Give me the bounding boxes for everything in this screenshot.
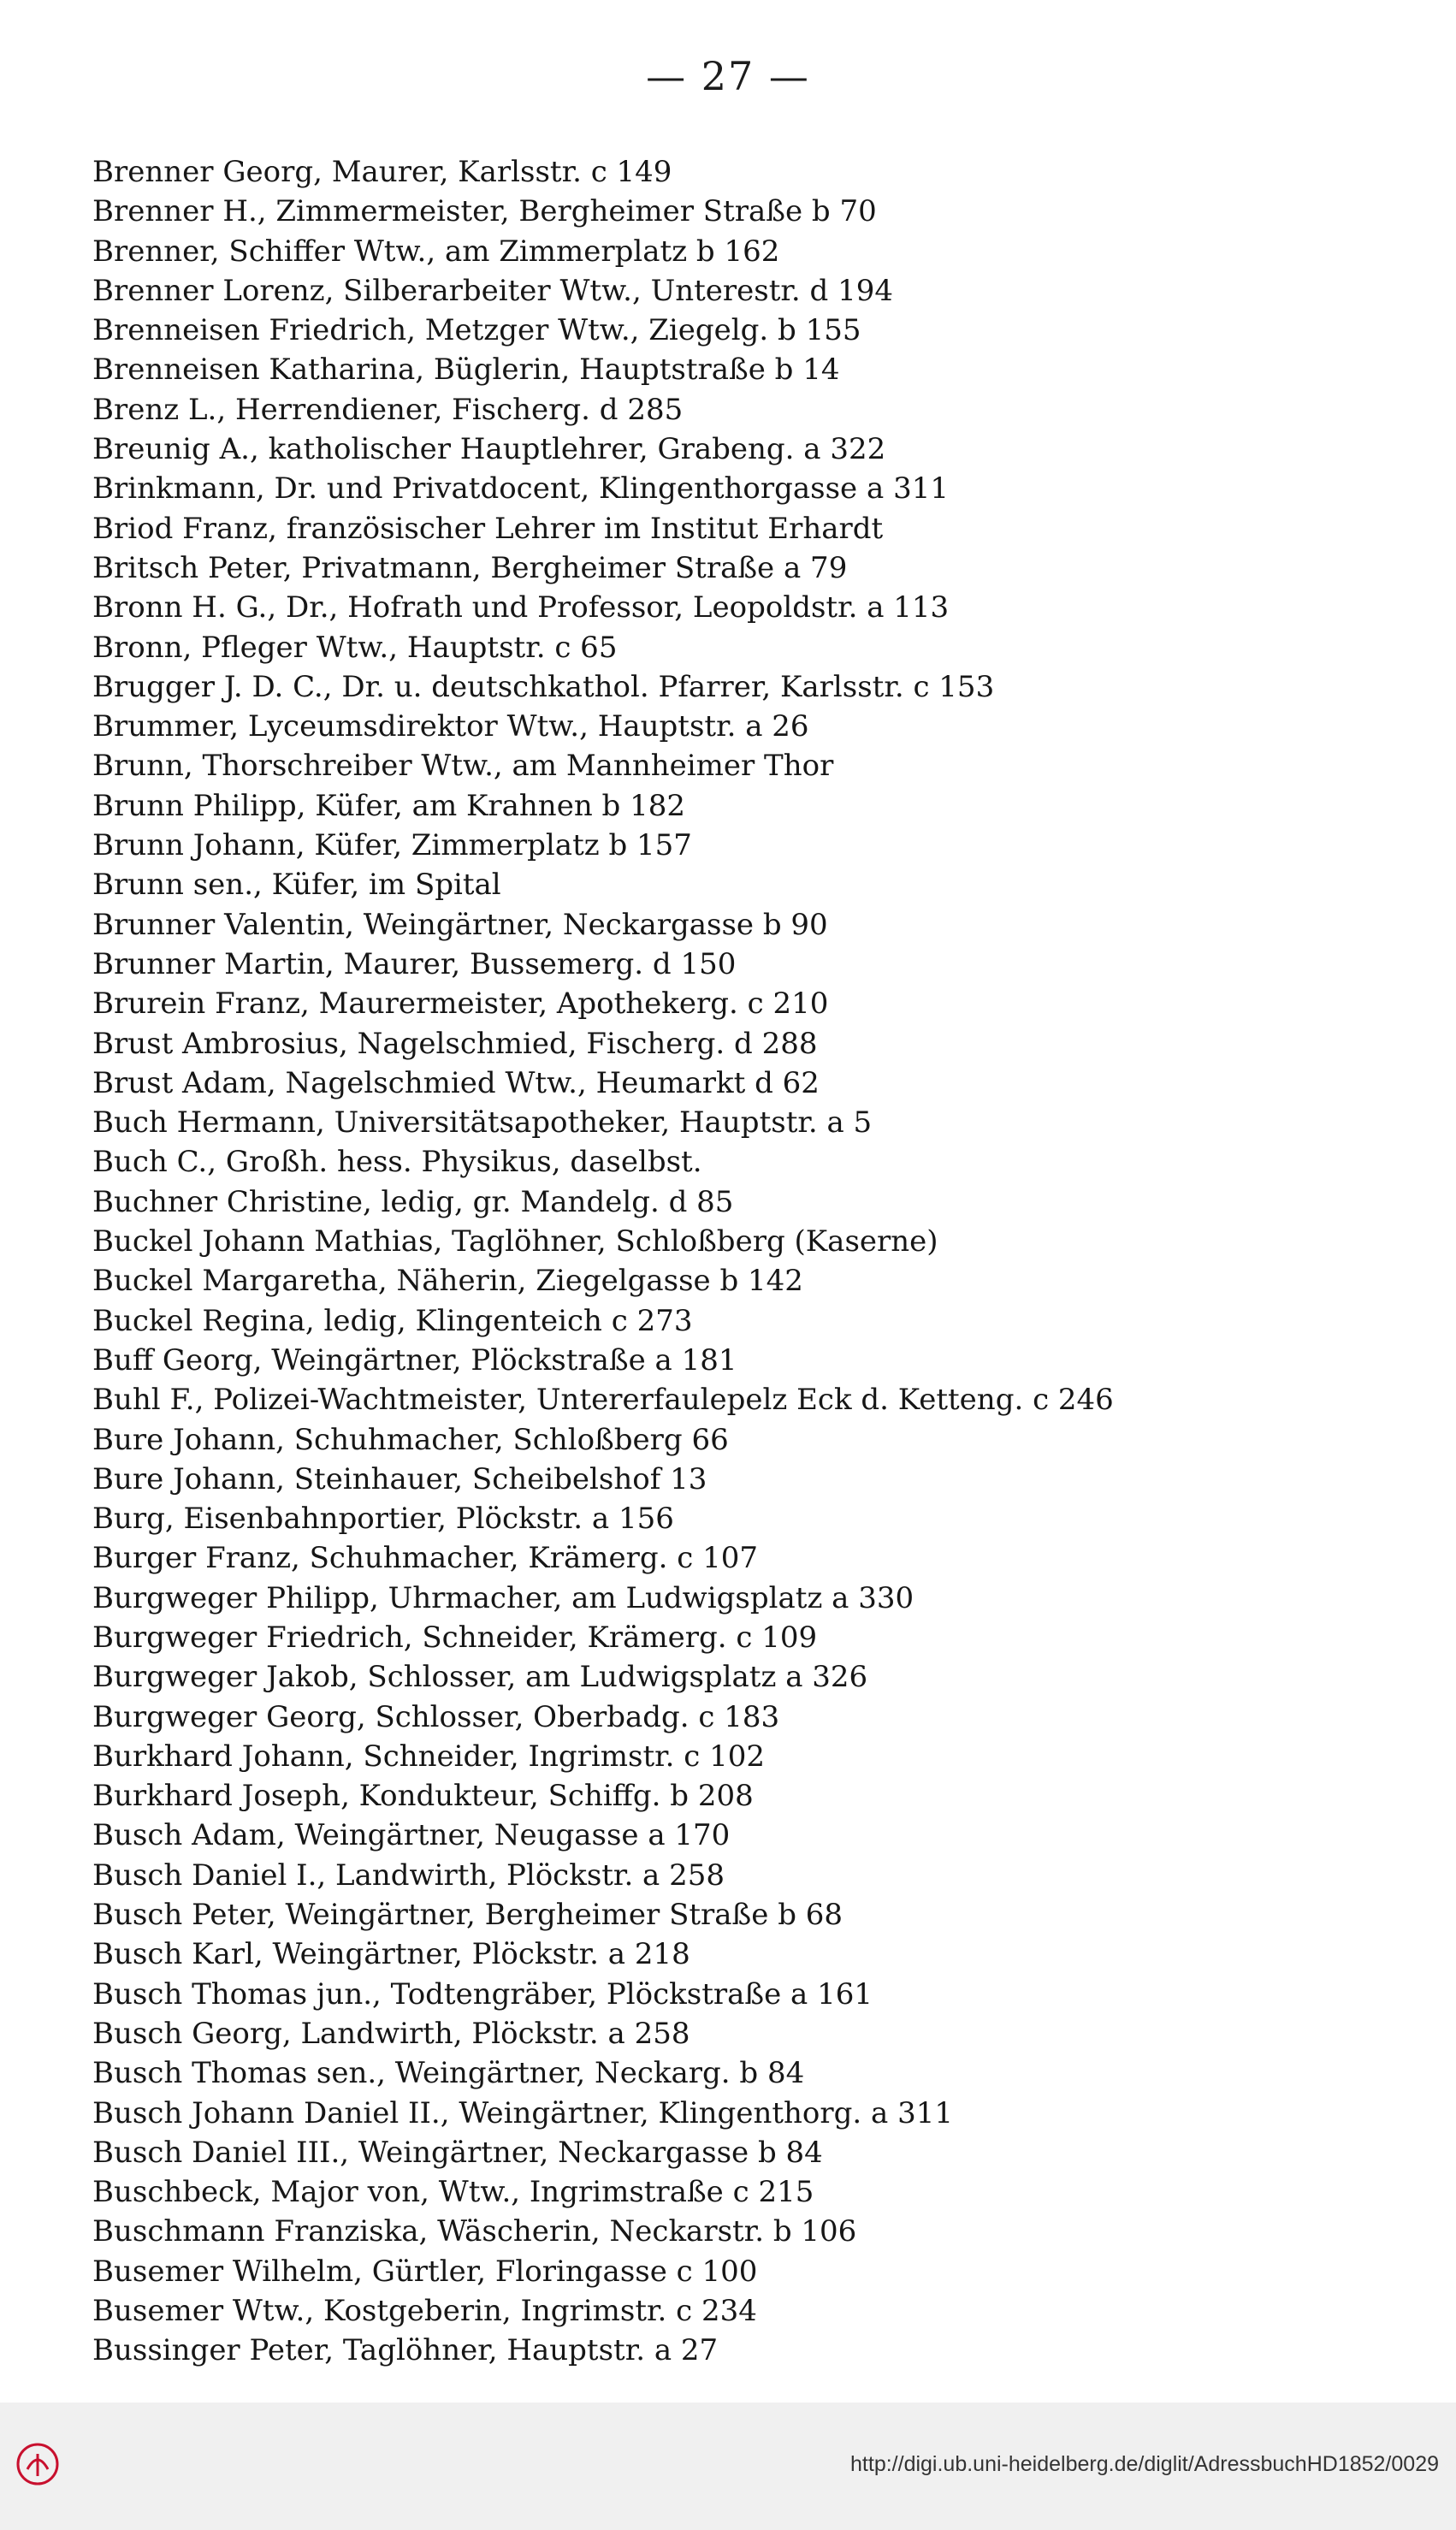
directory-entry: Brunn Philipp, Küfer, am Krahnen b 182	[92, 788, 685, 823]
directory-entry: Burg, Eisenbahnportier, Plöckstr. a 156	[92, 1502, 674, 1537]
directory-entry: Brunner Valentin, Weingärtner, Neckargasse b 90	[92, 907, 828, 942]
directory-entry: Busch Peter, Weingärtner, Bergheimer Straße b 68	[92, 1898, 843, 1933]
directory-entry: Briod Franz, französischer Lehrer im Institut Erhardt	[92, 511, 884, 546]
directory-entry: Bure Johann, Steinhauer, Scheibelshof 13	[92, 1461, 707, 1496]
directory-entry: Britsch Peter, Privatmann, Bergheimer Straße a 79	[92, 550, 848, 585]
directory-entry: Buff Georg, Weingärtner, Plöckstraße a 181	[92, 1342, 737, 1378]
directory-entry: Burger Franz, Schuhmacher, Krämerg. c 107	[92, 1541, 759, 1576]
directory-entry: Busch Johann Daniel II., Weingärtner, Klingenthorg. a 311	[92, 2095, 953, 2130]
directory-entry: Brinkmann, Dr. und Privatdocent, Klingenthorgasse a 311	[92, 471, 949, 507]
source-url[interactable]: http://digi.ub.uni-heidelberg.de/diglit/AdressbuchHD1852/0029	[850, 2452, 1439, 2476]
directory-entry: Breunig A., katholischer Hauptlehrer, Grabeng. a 322	[92, 432, 886, 467]
directory-entry: Busemer Wtw., Kostgeberin, Ingrimstr. c 234	[92, 2294, 757, 2329]
directory-entry: Brenneisen Katharina, Büglerin, Hauptstraße b 14	[92, 353, 840, 388]
library-logo-icon	[15, 2442, 60, 2486]
directory-entry: Brummer, Lyceumsdirektor Wtw., Hauptstr. a 26	[92, 709, 809, 744]
directory-entry: Buckel Margaretha, Näherin, Ziegelgasse b 142	[92, 1264, 803, 1299]
directory-entry: Bronn H. G., Dr., Hofrath und Professor, Leopoldstr. a 113	[92, 590, 950, 625]
directory-entry: Buch C., Großh. hess. Physikus, daselbst.	[92, 1145, 702, 1180]
directory-entry: Burgweger Jakob, Schlosser, am Ludwigsplatz a 326	[92, 1660, 868, 1695]
directory-entry: Brust Ambrosius, Nagelschmied, Fischerg. d 288	[92, 1026, 818, 1061]
directory-entry: Busch Daniel I., Landwirth, Plöckstr. a 258	[92, 1858, 725, 1893]
directory-entry: Brenner H., Zimmermeister, Bergheimer Straße b 70	[92, 194, 877, 229]
library-logo[interactable]	[15, 2442, 60, 2486]
directory-entry: Buchner Christine, ledig, gr. Mandelg. d 85	[92, 1184, 734, 1219]
directory-entry: Brunn sen., Küfer, im Spital	[92, 868, 501, 903]
directory-entry: Brunn Johann, Küfer, Zimmerplatz b 157	[92, 828, 692, 863]
directory-entry: Buckel Regina, ledig, Klingenteich c 273	[92, 1303, 693, 1338]
directory-entry: Brenneisen Friedrich, Metzger Wtw., Ziegelg. b 155	[92, 313, 861, 348]
directory-entry: Buch Hermann, Universitätsapotheker, Hauptstr. a 5	[92, 1105, 873, 1141]
directory-entry: Brust Adam, Nagelschmied Wtw., Heumarkt d 62	[92, 1065, 820, 1100]
directory-entry: Burkhard Joseph, Kondukteur, Schiffg. b 208	[92, 1779, 754, 1814]
directory-entry: Brunn, Thorschreiber Wtw., am Mannheimer Thor	[92, 749, 834, 784]
footer-bar	[0, 2403, 1456, 2530]
directory-entry: Burkhard Johann, Schneider, Ingrimstr. c 102	[92, 1739, 766, 1774]
directory-entry: Burgweger Philipp, Uhrmacher, am Ludwigsplatz a 330	[92, 1580, 914, 1615]
directory-entry: Burgweger Friedrich, Schneider, Krämerg. c 109	[92, 1620, 818, 1655]
directory-entry: Burgweger Georg, Schlosser, Oberbadg. c 183	[92, 1699, 780, 1734]
directory-entry: Busch Daniel III., Weingärtner, Neckargasse b 84	[92, 2135, 823, 2170]
directory-entry: Busch Georg, Landwirth, Plöckstr. a 258	[92, 2016, 690, 2051]
directory-entry: Busch Thomas jun., Todtengräber, Plöckstraße a 161	[92, 1976, 873, 2012]
directory-entry: Buhl F., Polizei-Wachtmeister, Untererfaulepelz Eck d. Ketteng. c 246	[92, 1383, 1114, 1418]
directory-entry: Bussinger Peter, Taglöhner, Hauptstr. a 27	[92, 2333, 719, 2368]
directory-entry: Brunner Martin, Maurer, Bussemerg. d 150	[92, 946, 737, 981]
directory-entry: Brenz L., Herrendiener, Fischerg. d 285	[92, 392, 684, 427]
directory-entry: Bronn, Pfleger Wtw., Hauptstr. c 65	[92, 630, 618, 665]
directory-entry: Busch Thomas sen., Weingärtner, Neckarg. b 84	[92, 2056, 805, 2091]
directory-entry: Busch Karl, Weingärtner, Plöckstr. a 218	[92, 1937, 690, 1972]
page-number: — 27 —	[646, 53, 810, 99]
directory-entries	[92, 152, 1230, 2371]
directory-entry: Brurein Franz, Maurermeister, Apothekerg. c 210	[92, 987, 829, 1022]
directory-entry: Buschbeck, Major von, Wtw., Ingrimstraße c 215	[92, 2175, 814, 2210]
directory-entry: Brenner Lorenz, Silberarbeiter Wtw., Unterestr. d 194	[92, 273, 894, 308]
directory-entry: Busemer Wilhelm, Gürtler, Floringasse c 100	[92, 2254, 758, 2289]
directory-entry: Buckel Johann Mathias, Taglöhner, Schloßberg (Kaserne)	[92, 1224, 938, 1259]
directory-entry: Brenner, Schiffer Wtw., am Zimmerplatz b 162	[92, 234, 780, 269]
directory-entry: Buschmann Franziska, Wäscherin, Neckarstr. b 106	[92, 2214, 857, 2249]
directory-entry: Busch Adam, Weingärtner, Neugasse a 170	[92, 1818, 731, 1853]
directory-entry: Bure Johann, Schuhmacher, Schloßberg 66	[92, 1422, 729, 1457]
directory-entry: Brugger J. D. C., Dr. u. deutschkathol. Pfarrer, Karlsstr. c 153	[92, 669, 995, 704]
directory-entry: Brenner Georg, Maurer, Karlsstr. c 149	[92, 155, 672, 189]
